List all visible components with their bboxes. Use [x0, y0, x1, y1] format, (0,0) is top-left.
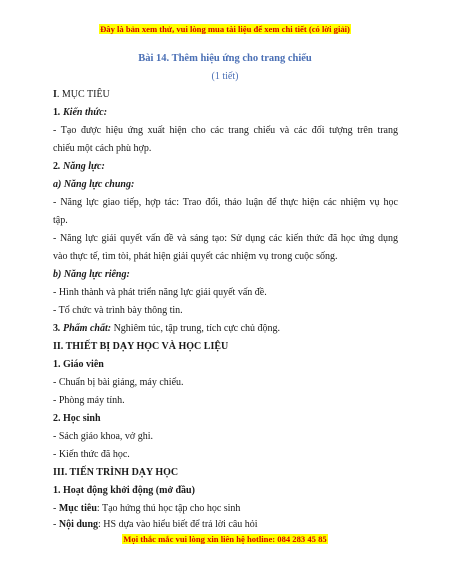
- content-label: Nội dung: [58, 519, 99, 530]
- goal-line: [53, 503, 398, 515]
- paragraph-line: - Năng lực giao tiếp, hợp tác: Trao đổi, thảo luận để thực hiện các nhiệm vụ học: [53, 197, 398, 208]
- section-number: I: [53, 89, 57, 100]
- quality-text: Nghiêm túc, tập trung, tích cực chủ động.: [111, 323, 281, 334]
- item-label: . Phẩm chất:: [58, 323, 112, 334]
- bullet-dash: -: [53, 503, 59, 514]
- paragraph-line: tập.: [53, 215, 68, 226]
- item-number: 3: [53, 323, 58, 334]
- item-label: . Năng lực:: [58, 161, 105, 172]
- activity-heading: 1. Hoạt động khởi động (mở đầu): [53, 485, 195, 496]
- section-heading-process: [53, 467, 398, 479]
- student-heading: 2. Học sinh: [53, 413, 101, 424]
- preview-notice-text: Đây là bản xem thử, vui lòng mua tài liệu để xem chi tiết (có lời giải): [100, 24, 350, 34]
- lesson-duration: (1 tiết): [211, 71, 239, 82]
- quality-line: [53, 323, 398, 335]
- knowledge-heading: [53, 107, 398, 119]
- section-heading-equipment: II. THIẾT BỊ DẠY HỌC VÀ HỌC LIỆU: [53, 341, 229, 352]
- specific-competence-heading: b) Năng lực riêng:: [53, 269, 130, 280]
- paragraph-line: - Tổ chức và trình bày thông tin.: [53, 305, 183, 316]
- section-title: . MỤC TIÊU: [56, 89, 110, 100]
- competence-heading: [53, 161, 398, 173]
- paragraph-line: - Năng lực giải quyết vấn đề và sáng tạo: Sử dụng các kiến thức đã học ứng dụng: [53, 233, 398, 244]
- paragraph-line: - Tạo được hiệu ứng xuất hiện cho các trang chiếu và các đối tượng trên trang: [53, 125, 398, 136]
- paragraph-line: chiếu một cách phù hợp.: [53, 143, 152, 154]
- section-heading-objectives: [53, 89, 398, 101]
- section-title: . TIẾN TRÌNH DẠY HỌC: [64, 467, 179, 478]
- hotline-text: Mọi thắc mắc vui lòng xin liên hệ hotline: 084 283 45 85: [123, 534, 327, 544]
- paragraph-line: - Phòng máy tính.: [53, 395, 125, 406]
- hotline-banner: [0, 534, 450, 544]
- paragraph-line: vào thực tế, tìm tòi, phát hiện giải quyết các nhiệm vụ trong cuộc sống.: [53, 251, 338, 262]
- paragraph-line: - Chuẩn bị bài giảng, máy chiếu.: [53, 377, 184, 388]
- goal-text: : Tạo hứng thú học tập cho học sinh: [96, 503, 241, 514]
- item-number: 2: [53, 161, 58, 172]
- paragraph-line: - Kiến thức đã học.: [53, 449, 130, 460]
- general-competence-heading: a) Năng lực chung:: [53, 179, 135, 190]
- paragraph-line: - Sách giáo khoa, vở ghi.: [53, 431, 153, 442]
- item-label: . Kiến thức:: [58, 107, 108, 118]
- goal-label: Mục tiêu: [58, 503, 97, 514]
- content-line: [53, 519, 398, 531]
- item-number: 1: [53, 107, 58, 118]
- paragraph-line: - Hình thành và phát triển năng lực giải quyết vấn đề.: [53, 287, 267, 298]
- teacher-heading: 1. Giáo viên: [53, 359, 104, 370]
- preview-notice-banner: [0, 24, 450, 34]
- bullet-dash: -: [53, 519, 59, 530]
- content-text: : HS dựa vào hiểu biết để trả lời câu hỏi: [98, 519, 258, 530]
- lesson-title: Bài 14. Thêm hiệu ứng cho trang chiếu: [138, 53, 312, 64]
- section-number: III: [53, 467, 65, 478]
